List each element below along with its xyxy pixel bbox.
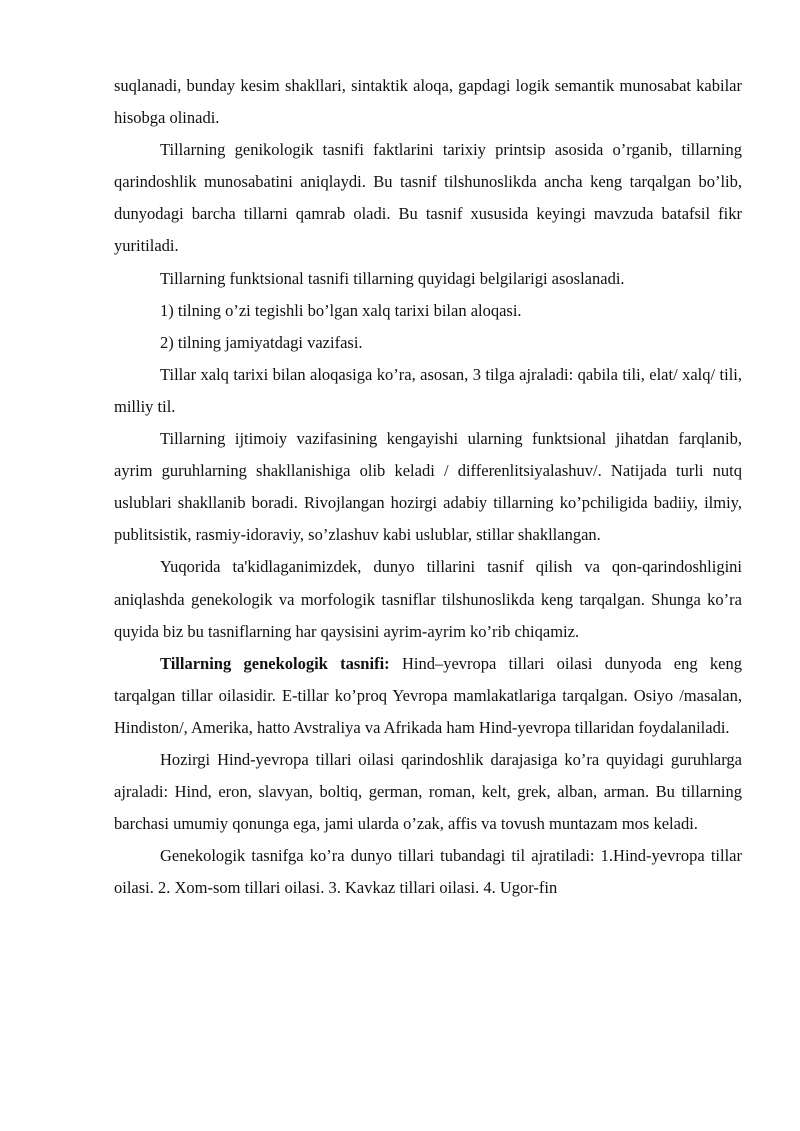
paragraph-history-relation: Tillar xalq tarixi bilan aloqasiga ko’ra, asosan, 3 tilga ajraladi: qabila tili, elat/ xalq/ tili, milliy til. — [114, 364, 742, 416]
section-text: Hind–yevropa tillari oilasi dunyoda eng keng tarqalgan tillar oilasidir. E-tillar ko’proq Yevropa mamlakatlariga tarqalgan. Osiyo /masalan, Hindiston/, Amerika, hatto Avstraliya va Afrikada ham Hind-yevropa tillaridan foydalaniladi. — [114, 653, 742, 737]
paragraph-genealogical-section — [114, 648, 742, 744]
paragraph-continuation: suqlanadi, bunday kesim shakllari, sintaktik aloqa, gapdagi logik semantik munosabat kabilar hisobga olinadi. — [114, 76, 742, 128]
paragraph-classification-summary: Yuqorida ta'kidlaganimizdek, dunyo tillarini tasnif qilish va qon-qarindoshligini aniqlashda genekologik va morfologik tasniflar tilshunoslikda keng tarqalgan. Shunga ko’ra quyida biz bu tasniflarning har qaysisini ayrim-ayrim ko’rib chiqamiz. — [114, 557, 742, 641]
list-item-2: 2) tilning jamiyatdagi vazifasi. — [160, 332, 363, 352]
paragraph-functional-intro: Tillarning funktsional tasnifi tillarning quyidagi belgilarigi asoslanadi. — [160, 268, 625, 288]
paragraph-indo-european-groups: Hozirgi Hind-yevropa tillari oilasi qarindoshlik darajasiga ko’ra quyidagi guruhlarga ajraladi: Hind, eron, slavyan, boltiq, german, roman, kelt, grek, alban, arman. Bu tillarning barchasi umumiy qonunga ega, jami ularda o’zak, affis va tovush muntazam mos keladi. — [114, 749, 742, 834]
document-body — [114, 70, 742, 904]
paragraph-language-families: Genekologik tasnifga ko’ra dunyo tillari tubandagi til ajratiladi: 1.Hind-yevropa tillar oilasi. 2. Xom-som tillari oilasi. 3. Kavkaz tillari oilasi. 4. Ugor-fin — [114, 846, 742, 898]
paragraph-genealogical-intro: Tillarning genikologik tasnifi faktlarini tarixiy printsip asosida o’rganib, tillarning qarindoshlik munosabatini aniqlaydi. Bu tasnif tilshunoslikda ancha keng tarqalgan bo’lib, dunyodagi barcha tillarni qamrab oladi. Bu tasnif xususida keyingi mavzuda batafsil fikr yuritiladi. — [114, 140, 742, 256]
paragraph-social-function: Tillarning ijtimoiy vazifasining kengayishi ularning funktsional jihatdan farqlanib, ayrim guruhlarning shakllanishiga olib keladi / differenlitsiyalashuv/. Natijada turli nutq uslublari shakllanib boradi. Rivojlangan hozirgi adabiy tillarning ko’pchiligida badiiy, ilmiy, publitsistik, rasmiy-idoraviy, so’zlashuv kabi uslublar, stillar shakllangan. — [114, 429, 742, 545]
section-heading: Tillarning genekologik tasnifi: — [160, 653, 390, 673]
list-item-1: 1) tilning o’zi tegishli bo’lgan xalq tarixi bilan aloqasi. — [160, 300, 522, 320]
